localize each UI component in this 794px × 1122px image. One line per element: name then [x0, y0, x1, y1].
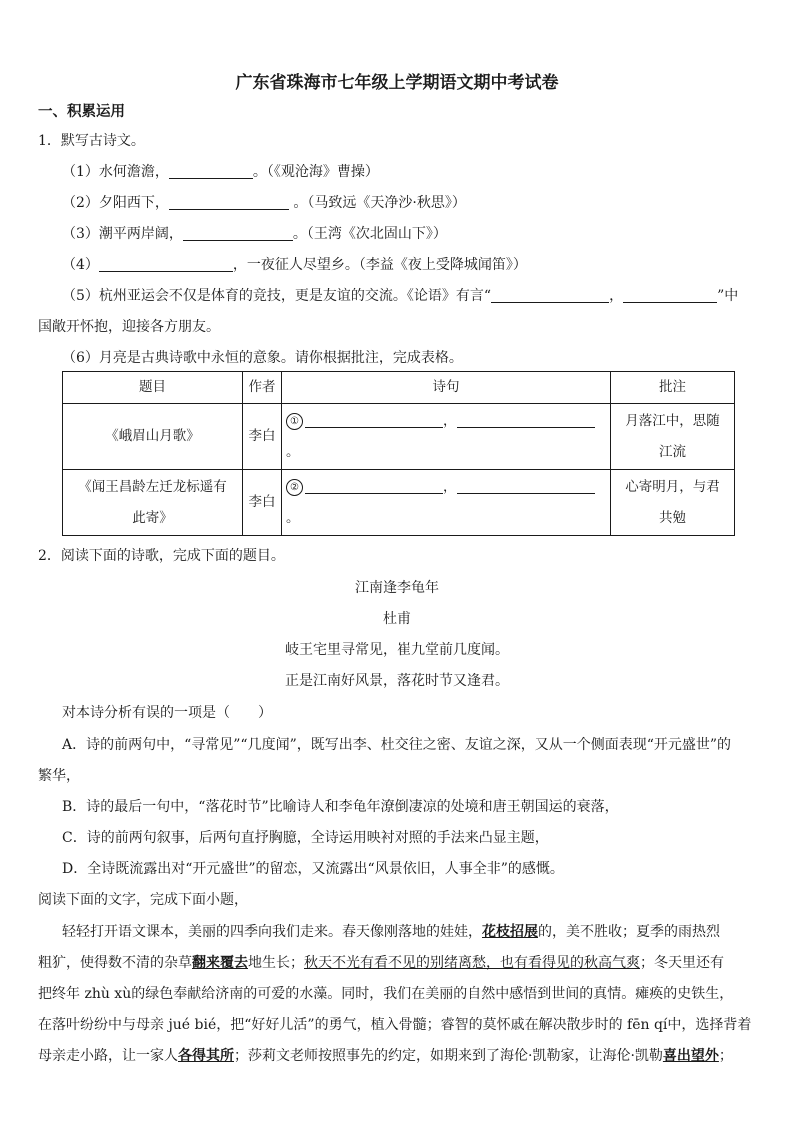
option-b[interactable]: B．诗的最后一句中，“落花时节”比喻诗人和李龟年潦倒凄凉的处境和唐王朝国运的衰落， [62, 799, 619, 815]
table-header: 作者 [243, 372, 282, 404]
table-cell-author: 李白 [243, 404, 282, 470]
passage-line: 在落叶纷纷中与母亲 jué bié，把“好好儿活”的勇气，植入骨髓；睿智的莫怀戚在解决散步时的 fēn qí中，选择背着 [38, 1017, 752, 1033]
q2-stem: 2．阅读下面的诗歌，完成下面的题目。 [38, 548, 285, 564]
option-a[interactable]: A．诗的前两句中，“寻常见”“几度闻”，既写出李、杜交往之密、友谊之深，又从一个侧面表现“开元盛世”的 [62, 737, 732, 753]
poem-title: 江南逢李龟年 [355, 580, 439, 596]
marked-phrase: 喜出望外 [662, 1048, 719, 1064]
table-header: 批注 [611, 372, 735, 404]
option-c[interactable]: C．诗的前两句叙事，后两句直抒胸臆，全诗运用映衬对照的手法来凸显主题， [62, 830, 549, 846]
table-cell-verse: ② ，。 [282, 470, 611, 536]
q1-item-6: （6）月亮是古典诗歌中永恒的意象。请你根据批注，完成表格。 [62, 350, 463, 366]
q1-item-5: （5）杭州亚运会不仅是体育的竞技，更是友谊的交流。《论语》有言“ ， ”中 [62, 288, 739, 304]
table-cell-title: 《闻王昌龄左迁龙标遥有 此寄》 [63, 470, 243, 536]
poem-line: 岐王宅里寻常见，崔九堂前几度闻。 [285, 642, 509, 658]
q1-item-1: （1）水何澹澹， 。（《观沧海》曹操） [62, 164, 379, 180]
answer-blank[interactable] [169, 164, 253, 179]
answer-blank[interactable] [183, 226, 293, 241]
table-header-row [63, 372, 735, 404]
answer-blank[interactable] [99, 257, 233, 272]
answer-blank[interactable] [623, 288, 717, 303]
marked-phrase: 翻来覆去 [192, 955, 248, 971]
answer-blank[interactable] [457, 413, 595, 428]
table-cell-note: 月落江中，思随 江流 [611, 404, 735, 470]
marked-phrase: 各得其所 [178, 1048, 234, 1064]
poem-author: 杜甫 [383, 611, 411, 627]
answer-blank[interactable] [169, 195, 289, 210]
moon-poem-table [62, 371, 735, 536]
passage-line: 粗犷，使得数不清的杂草翻来覆去地生长；秋天不光有看不见的别绪离愁，也有看得见的秋高气爽；冬天里还有 [38, 955, 724, 971]
answer-blank[interactable] [305, 479, 443, 494]
circled-number: ② [286, 479, 303, 496]
answer-blank[interactable] [491, 288, 609, 303]
circled-number: ① [286, 413, 303, 430]
passage-line: 轻轻打开语文课本，美丽的四季向我们走来。春天像刚落地的娃娃，花枝招展的，美不胜收；夏季的雨热烈 [62, 924, 720, 940]
option-d[interactable]: D．全诗既流露出对“开元盛世”的留恋，又流露出“风景依旧，人事全非”的感慨。 [62, 861, 564, 877]
reading-stem: 阅读下面的文字，完成下面小题， [38, 892, 248, 908]
table-header: 诗句 [282, 372, 611, 404]
passage-line: 把终年 zhù xù的绿色奉献给济南的可爱的水藻。同时，我们在美丽的自然中感悟到世间的真情。瘫痪的史铁生， [38, 986, 734, 1002]
table-cell-author: 李白 [243, 470, 282, 536]
underlined-sentence: 秋天不光有看不见的别绪离愁，也有看得见的秋高气爽 [304, 955, 640, 971]
q1-item-3: （3）潮平两岸阔， 。（王湾《次北固山下》） [62, 226, 447, 242]
q1-item-5-cont: 国敞开怀抱，迎接各方朋友。 [38, 319, 220, 335]
q2-question: 对本诗分析有误的一项是（ ） [62, 705, 272, 721]
page-title: 广东省珠海市七年级上学期语文期中考试卷 [235, 73, 559, 93]
answer-blank[interactable] [457, 479, 595, 494]
passage-line: 母亲走小路，让一家人各得其所；莎莉文老师按照事先的约定，如期来到了海伦·凯勒家，让海伦·凯勒喜出望外； [38, 1048, 733, 1064]
option-a-cont: 繁华， [38, 768, 80, 784]
q1-item-4: （4） ，一夜征人尽望乡。（李益《夜上受降城闻笛》） [62, 257, 527, 273]
answer-blank[interactable] [305, 413, 443, 428]
q1-stem: 1．默写古诗文。 [38, 133, 145, 149]
q1-item-2: （2）夕阳西下， 。（马致远《天净沙·秋思》） [62, 195, 466, 211]
poem-line: 正是江南好风景，落花时节又逢君。 [285, 673, 509, 689]
table-row [63, 404, 735, 470]
table-cell-title: 《峨眉山月歌》 [63, 404, 243, 470]
table-row [63, 470, 735, 536]
table-cell-verse: ① ，。 [282, 404, 611, 470]
marked-phrase: 花枝招展 [482, 924, 538, 940]
table-header: 题目 [63, 372, 243, 404]
section-heading: 一、积累运用 [38, 104, 125, 120]
table-cell-note: 心寄明月，与君 共勉 [611, 470, 735, 536]
